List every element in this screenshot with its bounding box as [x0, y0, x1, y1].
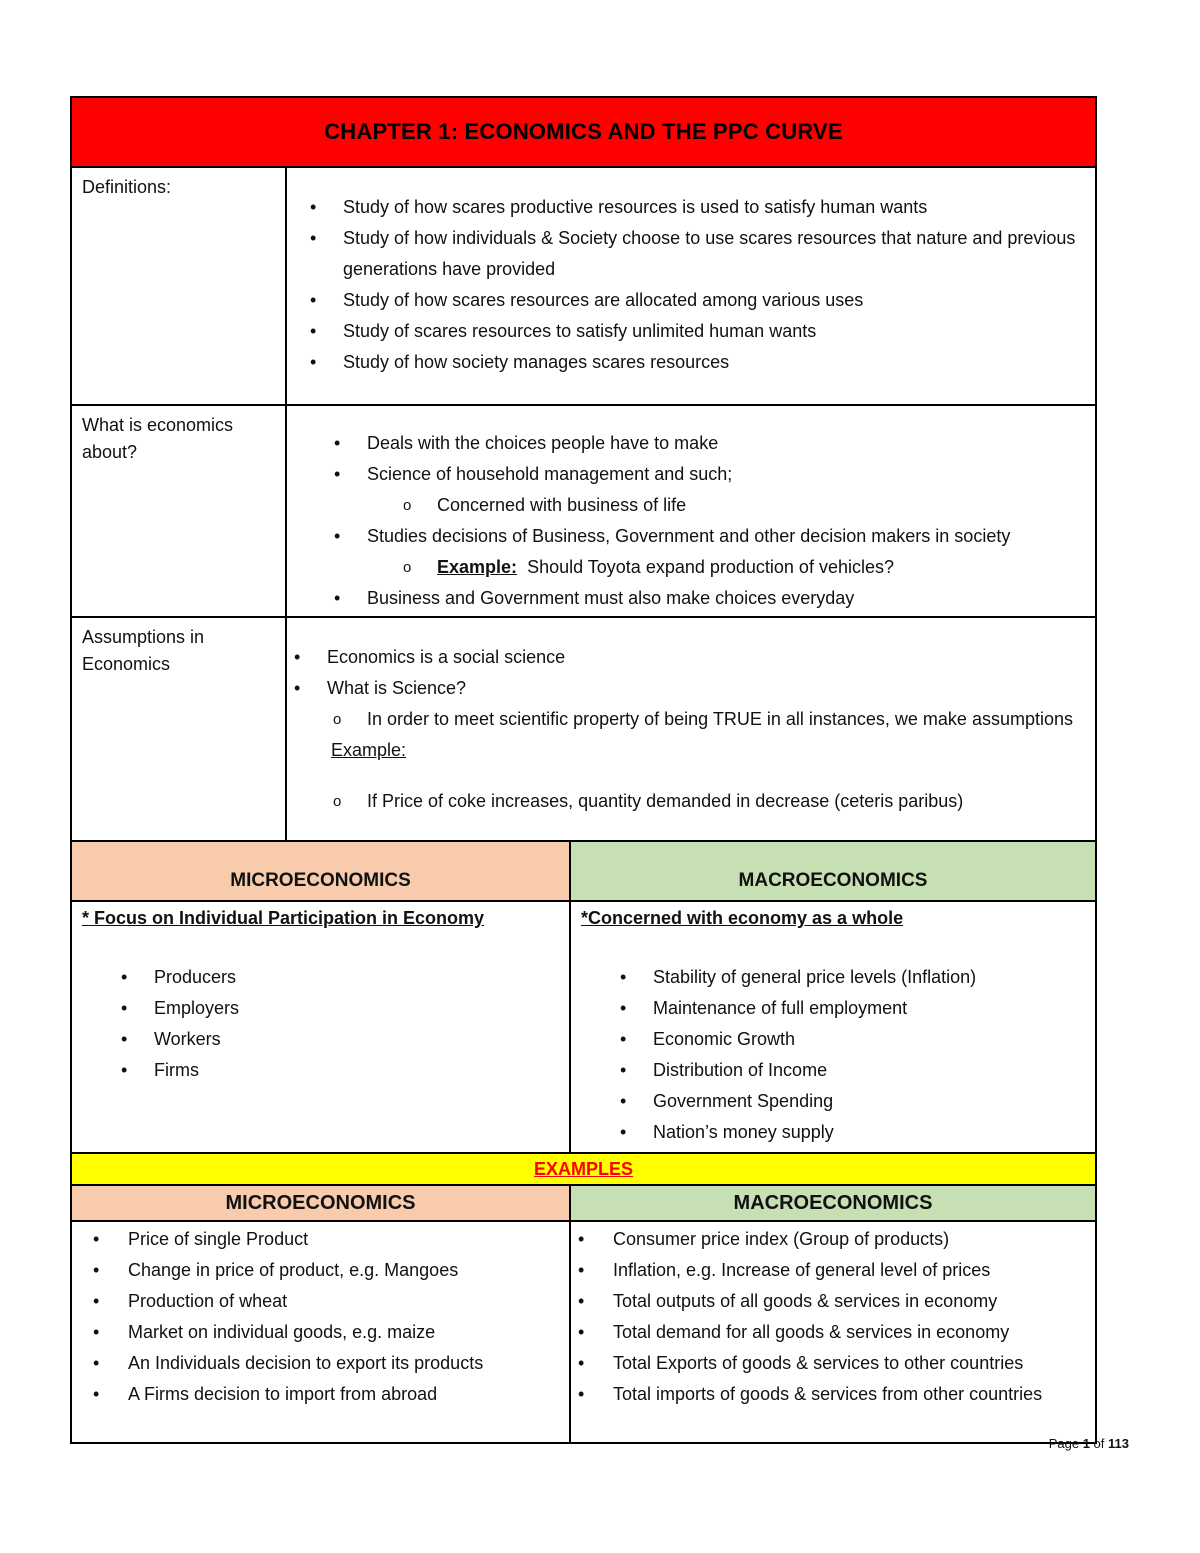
about-list — [287, 406, 1095, 614]
macro-scope — [571, 902, 1095, 1152]
definitions-label: Definitions: — [72, 168, 287, 404]
list-item: o If Price of coke increases, quantity demanded in decrease (ceteris paribus) — [367, 786, 1095, 817]
list-item: • Deals with the choices people have to make — [367, 428, 1095, 459]
assumptions-body — [287, 618, 1095, 840]
about-body — [287, 406, 1095, 616]
list-item: • Maintenance of full employment — [653, 993, 1095, 1024]
scope-row — [72, 902, 1095, 1154]
assumptions-row — [72, 618, 1095, 842]
list-item: • Distribution of Income — [653, 1055, 1095, 1086]
list-item: • A Firms decision to import from abroad — [128, 1379, 569, 1410]
about-sublist — [367, 552, 1095, 583]
about-label: What is economics about? — [72, 406, 287, 616]
list-item-text: What is Science? — [327, 678, 467, 698]
list-item: • Change in price of product, e.g. Mangoes — [128, 1255, 569, 1286]
page-word: Page — [1048, 1436, 1080, 1451]
list-item: • An Individuals decision to export its products — [128, 1348, 569, 1379]
list-item: • Total imports of goods & services from other countries — [613, 1379, 1095, 1410]
micro-examples — [72, 1222, 571, 1442]
macro-examples — [571, 1222, 1095, 1442]
list-item: • Nation’s money supply — [653, 1117, 1095, 1148]
list-item: • Employers — [154, 993, 569, 1024]
example-label: Example: — [437, 557, 518, 577]
assumptions-sublist — [327, 766, 1095, 817]
micro-examples-list — [72, 1222, 569, 1410]
page-footer — [1049, 1436, 1129, 1451]
micro-examples-header: MICROECONOMICS — [72, 1186, 571, 1220]
examples-row — [72, 1222, 1095, 1442]
macro-focus: *Concerned with economy as a whole — [581, 908, 904, 928]
scope-header-row — [72, 842, 1095, 902]
list-item: • Market on individual goods, e.g. maize — [128, 1317, 569, 1348]
page-total: 113 — [1108, 1436, 1129, 1451]
examples-header-row — [72, 1186, 1095, 1222]
example-text: Should Toyota expand production of vehicles? — [527, 557, 894, 577]
about-row — [72, 406, 1095, 618]
list-item: o In order to meet scientific property of being TRUE in all instances, we make assumptions — [367, 704, 1095, 735]
chapter-title: CHAPTER 1: ECONOMICS AND THE PPC CURVE — [72, 98, 1095, 168]
macro-examples-header: MACROECONOMICS — [571, 1186, 1095, 1220]
of-word: of — [1093, 1436, 1105, 1451]
assumptions-label: Assumptions in Economics — [72, 618, 287, 840]
micro-header: MICROECONOMICS — [72, 842, 571, 900]
list-item — [327, 673, 1095, 817]
definitions-body — [287, 168, 1095, 404]
list-item: • Government Spending — [653, 1086, 1095, 1117]
list-item: • Study of how scares resources are allocated among various uses — [343, 285, 1095, 316]
list-item: • Total outputs of all goods & services in economy — [613, 1286, 1095, 1317]
list-item — [437, 552, 1095, 583]
list-item-text: Studies decisions of Business, Government and other decision makers in society — [367, 526, 1011, 546]
list-item: • Price of single Product — [128, 1224, 569, 1255]
page-number: 1 — [1082, 1436, 1090, 1451]
assumptions-sublist — [327, 704, 1095, 735]
list-item: • Study of how scares productive resources is used to satisfy human wants — [343, 192, 1095, 223]
micro-scope-list — [72, 930, 569, 1086]
list-item: • Economics is a social science — [327, 642, 1095, 673]
about-sublist — [367, 490, 1095, 521]
list-item: • Inflation, e.g. Increase of general level of prices — [613, 1255, 1095, 1286]
list-item — [367, 521, 1095, 583]
list-item: • Producers — [154, 962, 569, 993]
list-item: • Study of how individuals & Society choose to use scares resources that nature and previous generations have provided — [343, 223, 1095, 285]
list-item: • Production of wheat — [128, 1286, 569, 1317]
chapter-table — [70, 96, 1097, 1444]
definitions-list — [287, 168, 1095, 378]
definitions-row — [72, 168, 1095, 406]
list-item: • Stability of general price levels (Inflation) — [653, 962, 1095, 993]
list-item: o Concerned with business of life — [437, 490, 1095, 521]
macro-examples-list — [571, 1222, 1095, 1410]
list-item: • Consumer price index (Group of products) — [613, 1224, 1095, 1255]
list-item: • Business and Government must also make choices everyday — [367, 583, 1095, 614]
macro-scope-list — [571, 930, 1095, 1148]
assumptions-list — [287, 618, 1095, 817]
examples-banner: EXAMPLES — [72, 1154, 1095, 1186]
list-item: • Economic Growth — [653, 1024, 1095, 1055]
list-item — [367, 459, 1095, 521]
micro-scope — [72, 902, 571, 1152]
list-item: • Workers — [154, 1024, 569, 1055]
list-item: • Study of scares resources to satisfy unlimited human wants — [343, 316, 1095, 347]
list-item: • Total demand for all goods & services in economy — [613, 1317, 1095, 1348]
assumptions-example-label: Example: — [331, 740, 407, 760]
micro-focus: * Focus on Individual Participation in Economy — [82, 908, 485, 928]
list-item: • Total Exports of goods & services to other countries — [613, 1348, 1095, 1379]
list-item: • Firms — [154, 1055, 569, 1086]
list-item-text: Science of household management and such; — [367, 464, 733, 484]
list-item: • Study of how society manages scares resources — [343, 347, 1095, 378]
macro-header: MACROECONOMICS — [571, 842, 1095, 900]
